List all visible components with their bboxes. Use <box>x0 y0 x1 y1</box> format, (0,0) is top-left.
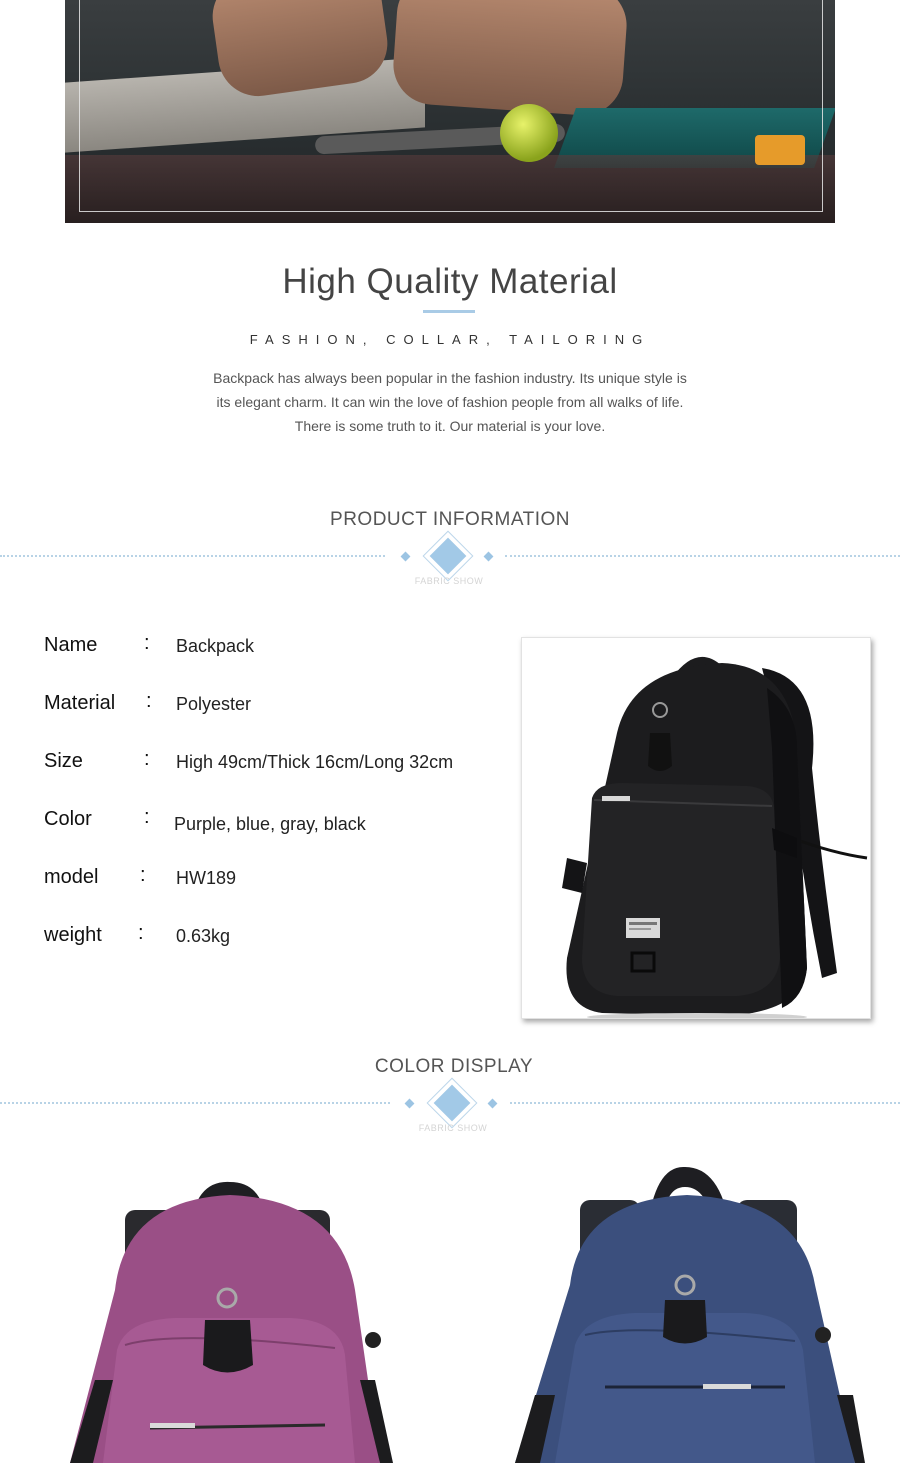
hero-photo <box>65 0 835 223</box>
info-value: High 49cm/Thick 16cm/Long 32cm <box>176 752 454 772</box>
divider-dot-icon <box>488 1099 498 1109</box>
color-display-title: COLOR DISPLAY <box>374 1056 534 1077</box>
info-value: HW189 <box>176 868 237 888</box>
quality-description-line: Backpack has always been popular in the fashion industry. Its unique style is <box>213 370 687 386</box>
quality-underline <box>423 310 475 313</box>
divider-dot-icon <box>484 552 494 562</box>
info-colon: : <box>144 806 150 828</box>
info-row-material <box>44 692 504 722</box>
info-label: weight <box>44 924 102 946</box>
product-info-divider <box>0 543 900 603</box>
black-backpack-icon <box>522 638 871 1019</box>
product-photo <box>521 637 871 1019</box>
blue-backpack-icon <box>515 1165 865 1463</box>
info-colon: : <box>140 864 146 886</box>
info-label: model <box>44 866 99 888</box>
info-value: Polyester <box>176 694 252 714</box>
quality-description-line: its elegant charm. It can win the love of fashion people from all walks of life. <box>216 394 684 410</box>
info-colon: : <box>144 632 150 654</box>
divider-dot-icon <box>401 552 411 562</box>
info-colon: : <box>138 922 144 944</box>
quality-subtitle: FASHION, COLLAR, TAILORING <box>249 332 651 347</box>
divider-dot-icon <box>405 1099 415 1109</box>
info-label: Size <box>44 750 83 772</box>
info-row-size <box>44 750 504 780</box>
divider-caption: FABRIC SHOW <box>414 576 484 586</box>
info-value: Backpack <box>176 636 255 656</box>
info-label: Name <box>44 634 98 656</box>
info-value: 0.63kg <box>176 926 231 946</box>
info-row-model <box>44 866 504 896</box>
blue-backpack-photo <box>515 1165 865 1463</box>
quality-description <box>150 366 750 438</box>
info-label: Material <box>44 692 116 714</box>
purple-backpack-icon <box>55 1180 395 1463</box>
purple-backpack-photo <box>55 1180 395 1463</box>
divider-caption: FABRIC SHOW <box>418 1123 488 1133</box>
info-label: Color <box>44 808 92 830</box>
color-display-divider <box>0 1090 900 1150</box>
info-row-color <box>44 808 504 838</box>
info-row-name <box>44 634 504 664</box>
product-info-title: PRODUCT INFORMATION <box>330 509 570 530</box>
info-colon: : <box>144 748 150 770</box>
quality-title: High Quality Material <box>282 262 618 301</box>
quality-description-line: There is some truth to it. Our material is your love. <box>294 418 606 434</box>
info-value: Purple, blue, gray, black <box>174 814 366 834</box>
info-colon: : <box>146 690 152 712</box>
hero-frame <box>79 0 823 212</box>
info-row-weight <box>44 924 504 954</box>
